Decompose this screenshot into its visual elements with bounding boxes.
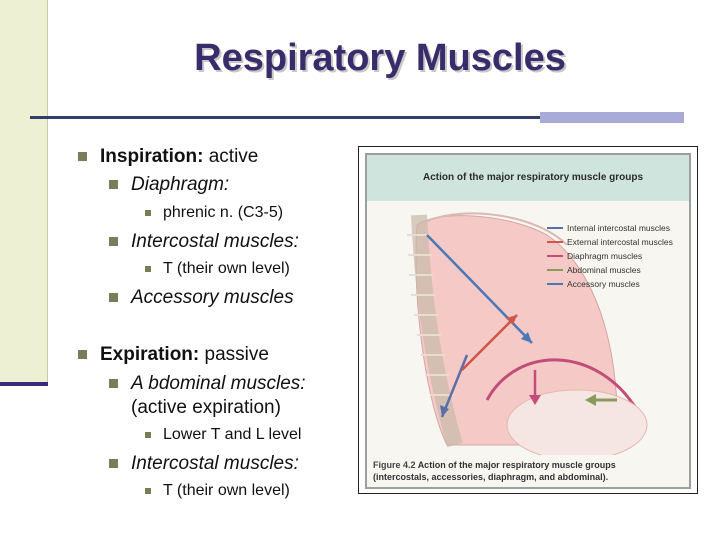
legend-internal-intercostal: Internal intercostal muscles bbox=[567, 223, 670, 233]
bullet-marker bbox=[109, 459, 118, 468]
bullet-diaphragm bbox=[131, 174, 229, 196]
abdominal-detail: Lower T and L level bbox=[163, 426, 302, 443]
bullet-marker bbox=[145, 266, 151, 272]
bullet-marker bbox=[78, 350, 87, 359]
bullet-marker bbox=[145, 432, 151, 438]
expiration-mode: passive bbox=[199, 344, 269, 365]
title-divider-accent bbox=[540, 112, 684, 123]
inspiration-label: Inspiration: bbox=[100, 146, 204, 167]
diaphragm-label: Diaphragm: bbox=[131, 174, 230, 195]
left-accent-rule bbox=[0, 382, 48, 386]
bullet-abdominal bbox=[131, 373, 306, 395]
bullet-intercostal-expiration bbox=[131, 453, 299, 475]
bullet-marker bbox=[109, 180, 118, 189]
legend-diaphragm: Diaphragm muscles bbox=[567, 251, 643, 261]
figure-caption-line2: (intercostals, accessories, diaphragm, and abdominal). bbox=[373, 472, 609, 482]
legend-external-intercostal: External intercostal muscles bbox=[567, 237, 673, 247]
bullet-marker bbox=[145, 488, 151, 494]
slide-title: Respiratory Muscles bbox=[194, 37, 566, 79]
bullet-marker bbox=[109, 237, 118, 246]
legend-accessory: Accessory muscles bbox=[567, 279, 640, 289]
legend-abdominal: Abdominal muscles bbox=[567, 265, 641, 275]
figure-panel bbox=[365, 153, 691, 489]
bullet-abdominal-level bbox=[163, 426, 301, 444]
bullet-intercostal-level bbox=[163, 260, 290, 278]
bullet-intercostal-exp-level bbox=[163, 482, 290, 500]
accessory-label: Accessory muscles bbox=[131, 287, 294, 308]
figure-caption bbox=[373, 459, 685, 483]
abdominal-note bbox=[131, 397, 281, 419]
figure-header-text: Action of the major respiratory muscle groups bbox=[423, 172, 644, 183]
rib-cage-illustration bbox=[367, 155, 689, 455]
bullet-marker bbox=[78, 152, 87, 161]
inspiration-mode: active bbox=[203, 146, 259, 167]
figure-caption-text: Action of the major respiratory muscle groups bbox=[417, 460, 616, 470]
intercostal-label: Intercostal muscles: bbox=[131, 231, 299, 252]
phrenic-text: phrenic n. (C3-5) bbox=[163, 204, 284, 221]
figure-caption-label: Figure 4.2 bbox=[373, 460, 416, 470]
bullet-marker bbox=[109, 293, 118, 302]
figure-frame bbox=[358, 146, 698, 494]
left-accent-band bbox=[0, 0, 48, 383]
intercostal-exp-label: Intercostal muscles: bbox=[131, 453, 299, 474]
bullet-intercostal-inspiration bbox=[131, 231, 299, 253]
intercostal-detail: T (their own level) bbox=[163, 260, 290, 277]
abdominal-note-text: (active expiration) bbox=[131, 397, 281, 418]
bullet-accessory bbox=[131, 287, 294, 309]
bullet-marker bbox=[145, 210, 151, 216]
title-divider bbox=[30, 116, 540, 119]
bullet-marker bbox=[109, 379, 118, 388]
abdomen-shape bbox=[507, 390, 647, 455]
intercostal-exp-detail: T (their own level) bbox=[163, 482, 290, 499]
abdominal-label: A bdominal muscles: bbox=[131, 373, 306, 394]
bullet-phrenic bbox=[163, 204, 283, 222]
bullet-expiration bbox=[100, 344, 269, 366]
expiration-label: Expiration: bbox=[100, 344, 200, 365]
bullet-inspiration bbox=[100, 146, 258, 168]
